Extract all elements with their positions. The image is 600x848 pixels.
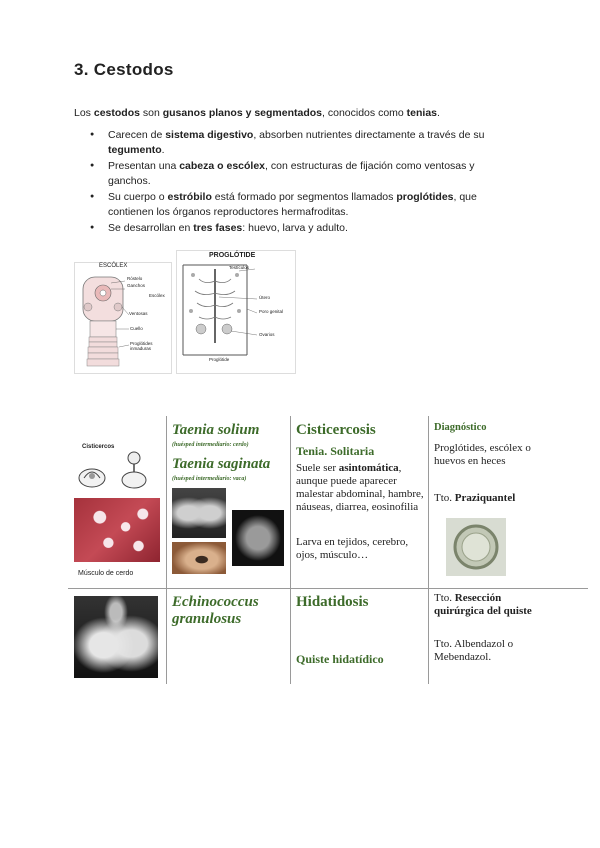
quiste-hidatidico: Quiste hidatídico xyxy=(296,652,384,666)
list-item: ● Se desarrollan en tres fases: huevo, larva y adulto. xyxy=(90,221,520,236)
hidatid-treatment-drugs: Tto. Albendazol o Mebendazol. xyxy=(434,638,514,663)
scolex-label: Proglótides inmaduras xyxy=(130,341,153,351)
proglotide-title: PROGLÓTIDE xyxy=(209,252,256,259)
treatment-text: Tto. Praziquantel xyxy=(434,492,516,504)
chest-xray-photo xyxy=(172,488,226,538)
larva-text: Larva en tejidos, cerebro, ojos, músculo… xyxy=(296,536,409,561)
scolex-label: Cuello xyxy=(130,326,143,331)
scolex-label: Escólex xyxy=(149,293,165,298)
proglotide-label: Ovarios xyxy=(259,332,275,337)
proglotide-label: Proglótide xyxy=(209,357,230,362)
hidatid-xray-photo xyxy=(74,596,158,678)
scolex-label: Ganchos xyxy=(127,283,146,288)
egg-photo xyxy=(446,518,506,576)
symptoms-text: Suele ser asintomática, aunque puede aparecer malestar abdominal, hambre, náuseas, diarrea, eosinofilia xyxy=(296,462,424,513)
taenia-solium: Taenia solium xyxy=(172,422,260,438)
proglotide-label: Testículos xyxy=(229,265,250,270)
scolex-drawing xyxy=(75,271,171,373)
list-item: ● Carecen de sistema digestivo, absorben nutrientes directamente a través de su tegumento. xyxy=(90,128,520,157)
list-item: ● Presentan una cabeza o escólex, con estructuras de fijación como ventosas y ganchos. xyxy=(90,159,520,188)
taenia-saginata: Taenia saginata xyxy=(172,456,271,472)
muscle-photo xyxy=(74,498,160,562)
hidatid-treatment: Tto. Resección quirúrgica del quiste xyxy=(434,592,532,617)
cisticercos-drawing xyxy=(72,450,164,490)
eye-photo xyxy=(172,542,226,574)
cisticercosis-title: Cisticercosis xyxy=(296,422,376,438)
intro-paragraph: Los cestodos son gusanos planos y segmentados, conocidos como tenias. xyxy=(74,107,440,119)
scolex-label: Ventosas xyxy=(129,311,148,316)
cisticercos-label: Cisticercos xyxy=(82,444,115,450)
page-title: 3. Cestodos xyxy=(74,60,174,79)
tenia-solitaria: Tenia. Solitaria xyxy=(296,444,375,458)
echinococcus-title: Echinococcus granulosus xyxy=(172,594,259,627)
brain-mri-photo xyxy=(232,510,284,566)
proglotide-label: Poro genital xyxy=(259,309,284,314)
proglotide-label: Útero xyxy=(259,295,271,300)
scolex-title: ESCÓLEX xyxy=(99,263,128,269)
scolex-label: Róstelo xyxy=(127,276,143,281)
bullet-list xyxy=(90,128,520,238)
diagnostico-text: Proglótides, escólex o huevos en heces xyxy=(434,442,531,467)
taenia-saginata-host: (huésped intermediario: vaca) xyxy=(172,476,247,482)
taenia-solium-host: (huésped intermediario: cerdo) xyxy=(172,442,249,448)
hidatidosis-title: Hidatidosis xyxy=(296,594,369,610)
parasite-table xyxy=(68,416,588,684)
scolex-figure xyxy=(74,262,172,374)
list-item: ● Su cuerpo o estróbilo está formado por segmentos llamados proglótides, que contienen los órganos reproductores hermafroditas. xyxy=(90,190,520,219)
proglotide-drawing xyxy=(177,261,295,373)
diagnostico-title: Diagnóstico xyxy=(434,422,487,433)
proglotide-figure xyxy=(176,250,296,374)
muscle-caption: Músculo de cerdo xyxy=(78,570,134,577)
